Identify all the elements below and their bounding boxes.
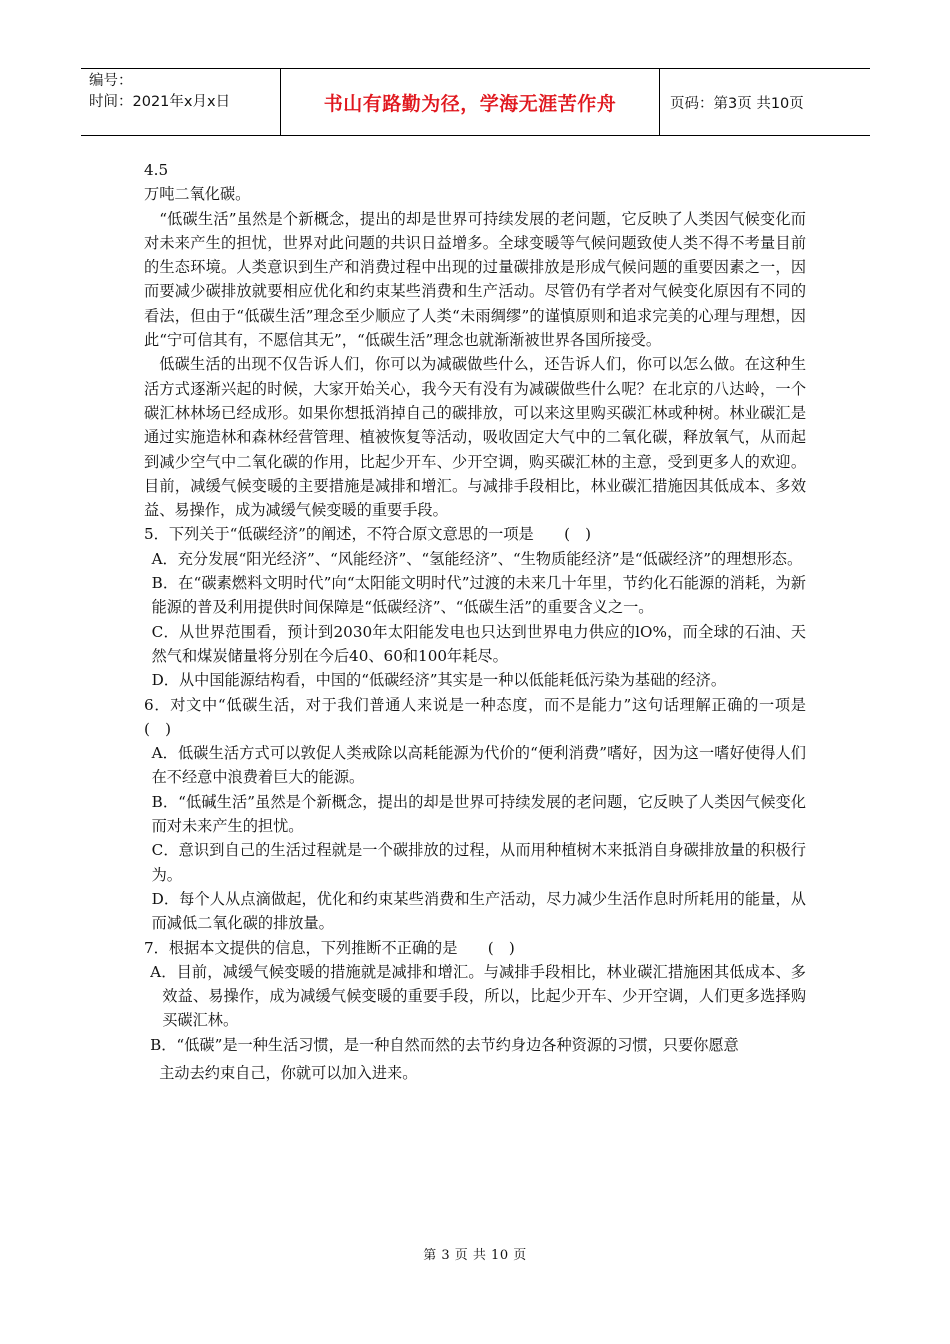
question-5-option-d: D．从中国能源结构看，中国的“低碳经济”其实是一种以低能耗低污染为基础的经济。 — [151, 671, 727, 690]
paragraph: 低碳生活的出现不仅告诉人们，你可以为减碳做些什么，还告诉人们，你可以怎么做。在这种生活方式逐渐兴起的时候，大家开始关心，我今天有没有为减碳做些什么呢？在北京的八达岭，一个碳汇林林场已经成形。如果你想抵消掉自己的碳排放，可以来这里购买碳汇林或种树。林业碳汇是通过实施造林和森林经营管理、植被恢复等活动，吸收固定大气中的二氧化碳，释放氧气，从而起到减少空气中二氧化碳的作用，比起少开车、少开空调，购买碳汇林的主意，受到更多人的欢迎。目前，减缓气候变暖的主要措施是减排和增汇。与减排手段相比，林业碳汇措施因其低成本、多效益、易操作，成为减缓气候变暖的重要手段。 — [144, 355, 806, 520]
question-5: 5．下列关于“低碳经济”的阐述，不符合原文意思的一项是 ( ) — [144, 525, 592, 544]
question-6-option-d: D．每个人从点滴做起，优化和约束某些消费和生产活动，尽力减少生活作息时所耗用的能量，从而减低二氧化碳的排放量。 — [151, 889, 806, 933]
text-line: 4.5 — [144, 161, 169, 179]
question-6-option-a: A．低碳生活方式可以敦促人类戒除以高耗能源为代价的“便利消费”嗜好，因为这一嗜好使得人们在不经意中浪费着巨大的能源。 — [151, 744, 806, 787]
document-body — [144, 158, 837, 1085]
date-label: 时间：2021年x月x日 — [89, 94, 231, 110]
question-6-option-b: B．“低碱生活”虽然是个新概念，提出的却是世界可持续发展的老问题，它反映了人类因气候变化而对未来产生的担忧。 — [151, 792, 806, 836]
serial-number-label: 编号： — [89, 73, 133, 89]
paragraph: “低碳生活”虽然是个新概念，提出的却是世界可持续发展的老问题，它反映了人类因气候变化而对未来产生的担忧，世界对此问题的共识日益增多。全球变暖等气候问题致使人类不得不考量目前的生态环境。人类意识到生产和消费过程中出现的过量碳排放是形成气候问题的重要因素之一，因而要减少碳排放就要相应优化和约束某些消费和生产活动。尽管仍有学者对气候变化原因有不同的看法，但由于“低碳生活”理念至少顺应了人类“未雨绸缪”的谨慎原则和追求完美的心理与理想，因此“宁可信其有，不愿信其无”，“低碳生活”理念也就渐渐被世界各国所接受。 — [144, 209, 806, 350]
header-meta — [81, 69, 281, 135]
question-5-option-b: B．在“碳素燃料文明时代”向“太阳能文明时代”过渡的未来几十年里，节约化石能源的消耗，为新能源的普及利用提供时间保障是“低碳经济”、“低碳生活”的重要含义之一。 — [151, 574, 806, 617]
header-page-number: 页码：第3页 共10页 — [670, 95, 804, 112]
question-6: 6．对文中“低碳生活，对于我们普通人来说是一种态度，而不是能力”这句话理解正确的一项是 ( ) — [144, 695, 837, 738]
text-line: 万吨二氧化碳。 — [144, 185, 251, 204]
question-7-option-b: B．“低碳”是一种生活习惯，是一种自然而然的去节约身边各种资源的习惯，只要你愿意 — [150, 1035, 739, 1054]
question-7-option-a: A．目前，减缓气候变暖的措施就是减排和增汇。与减排手段相比，林业碳汇措施困其低成本、多效益、易操作，成为减缓气候变暖的重要手段，所以，比起少开车、少开空调，人们更多选择购买碳汇林。 — [150, 962, 806, 1030]
question-5-option-a: A．充分发展“阳光经济”、“风能经济”、“氢能经济”、“生物质能经济”是“低碳经济”的理想形态。 — [151, 549, 803, 568]
page-header — [81, 68, 870, 136]
question-6-option-c: C．意识到自己的生活过程就是一个碳排放的过程，从而用种植树木来抵消自身碳排放量的积极行为。 — [151, 841, 806, 884]
header-motto: 书山有路勤为径，学海无涯苦作舟 — [281, 69, 660, 135]
question-5-option-c: C．从世界范围看，预计到2030年太阳能发电也只达到世界电力供应的lO%，而全球的石油、天然气和煤炭储量将分别在今后40、60和100年耗尽。 — [151, 622, 806, 665]
question-7-option-b-continued: 主动去约束自己，你就可以加入进来。 — [159, 1063, 418, 1082]
question-7: 7．根据本文提供的信息，下列推断不正确的是 ( ) — [144, 938, 515, 957]
page-footer: 第 3 页 共 10 页 — [423, 1248, 527, 1263]
